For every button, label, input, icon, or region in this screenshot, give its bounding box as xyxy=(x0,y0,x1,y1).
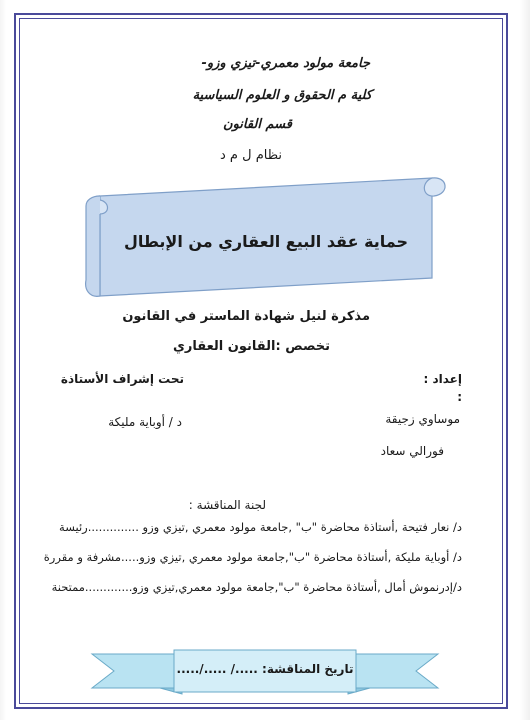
prepared-by-colon: : xyxy=(457,390,462,404)
defense-date: تاريخ المناقشة: ...../ ...../..... xyxy=(176,662,354,676)
committee-label: لجنة المناقشة : xyxy=(188,498,266,512)
university-name: جامعة مولود معمري-تيزي وزو- xyxy=(201,56,370,71)
student-name: موساوي زجيقة xyxy=(385,412,460,426)
supervisor-name: د / أوباية مليكة xyxy=(108,415,182,429)
committee-member: د/ أوباية مليكة ,أستاذة محاضرة "ب",جامعة مولود معمري ,تيزي وزو.....مشرفة و مقررة xyxy=(43,550,462,564)
title-scroll-banner xyxy=(82,166,450,306)
prepared-by-label: إعداد : xyxy=(423,372,462,386)
student-name: فورالي سعاد xyxy=(380,444,444,458)
thesis-title: حماية عقد البيع العقاري من الإبطال xyxy=(123,232,409,251)
department-name: قسم القانون xyxy=(223,117,292,132)
committee-member: د/إدرنموش أمال ,أستاذة محاضرة "ب",جامعة مولود معمري,تيزي وزو.............ممتحنة xyxy=(51,580,462,594)
committee-member: د/ نعار فتيحة ,أستاذة محاضرة "ب" ,جامعة مولود معمري ,تيزي وزو ..............رئيسة xyxy=(59,520,462,534)
memo-purpose: مذكرة لنيل شهادة الماستر في القانون xyxy=(122,309,370,324)
memo-specialty: تخصص :القانون العقاري xyxy=(172,339,330,354)
supervision-label: تحت إشراف الأستاذة xyxy=(60,372,184,386)
faculty-name: كلية م الحقوق و العلوم السياسية xyxy=(192,88,372,103)
defense-date-banner xyxy=(90,648,440,696)
academic-system: نظام ل م د xyxy=(220,148,282,163)
